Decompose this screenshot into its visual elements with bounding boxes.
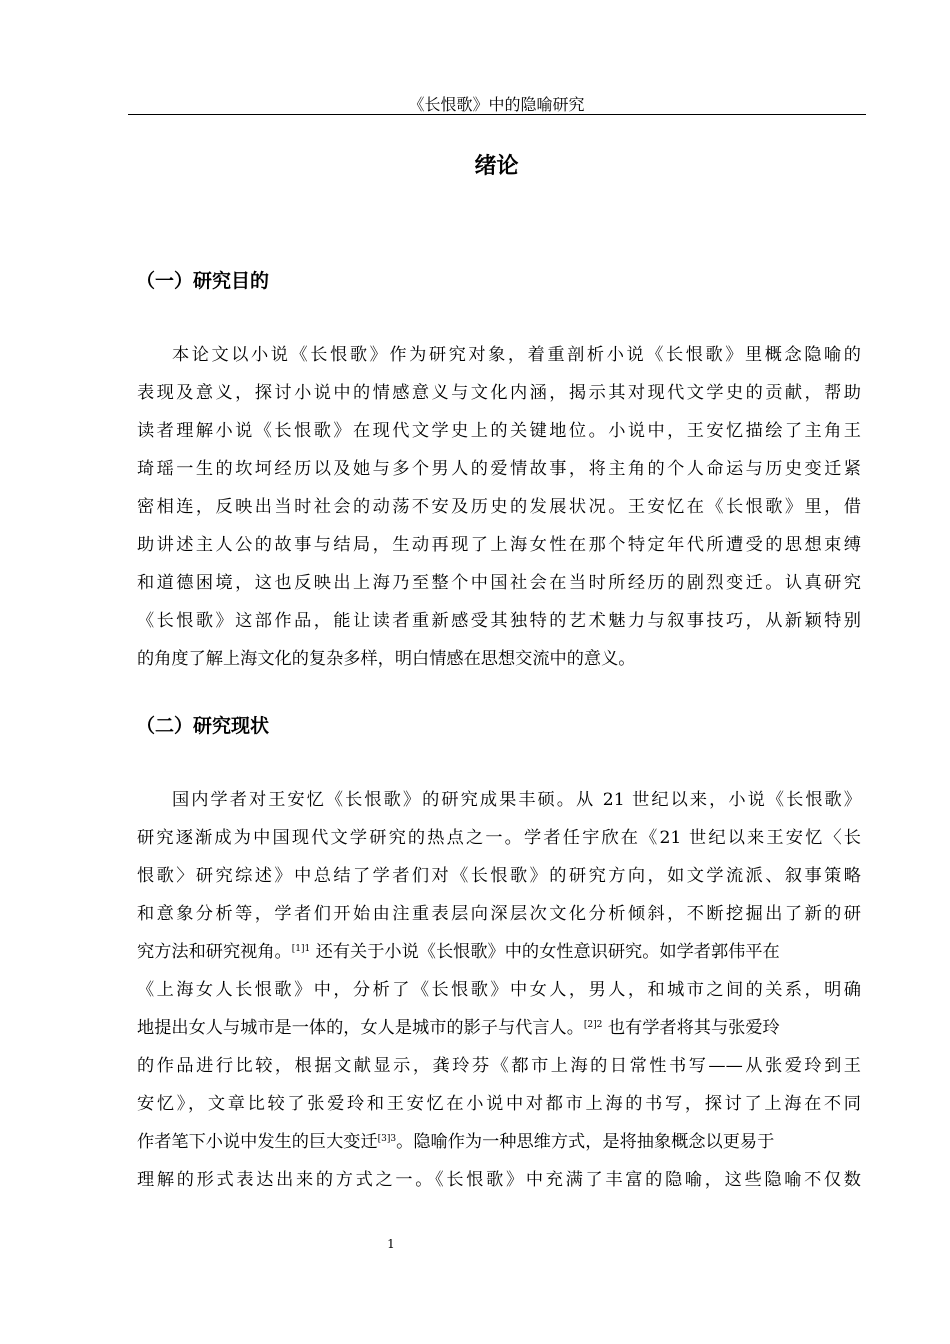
citation-marker: [3]3: [377, 1134, 397, 1144]
paragraph-line: 恨歌〉研究综述》中总结了学者们对《长恨歌》的研究方向，如文学流派、叙事策略: [137, 866, 861, 886]
line-text: 还有关于小说《长恨歌》中的女性意识研究。如学者郭伟平在: [315, 942, 780, 962]
paragraph-line: [137, 1013, 861, 1043]
paragraph-line: 安忆》，文章比较了张爱玲和王安忆在小说中对都市上海的书写，探讨了上海在不同: [137, 1094, 861, 1114]
paragraph-line: [137, 937, 861, 967]
line-text: 也有学者将其与张爱玲: [607, 1018, 780, 1038]
line-text: 作者笔下小说中发生的巨大变迁: [137, 1132, 378, 1152]
paragraph-line: 国内学者对王安忆《长恨歌》的研究成果丰硕。从 21 世纪以来，小说《长恨歌》: [172, 790, 861, 810]
paragraph-line: 琦瑶一生的坎坷经历以及她与多个男人的爱情故事，将主角的个人命运与历史变迁紧: [137, 459, 861, 479]
section-heading-status: （二）研究现状: [136, 715, 270, 737]
paragraph-line: 理解的形式表达出来的方式之一。《长恨歌》中充满了丰富的隐喻，这些隐喻不仅数: [137, 1170, 861, 1190]
paragraph-line: 《上海女人长恨歌》中，分析了《长恨歌》中女人，男人，和城市之间的关系，明确: [137, 980, 861, 1000]
paragraph-line: 本论文以小说《长恨歌》作为研究对象，着重剖析小说《长恨歌》里概念隐喻的: [172, 345, 861, 365]
running-header: 《长恨歌》中的隐喻研究: [408, 95, 585, 114]
line-text: 。隐喻作为一种思维方式，是将抽象概念以更易于: [396, 1132, 775, 1152]
paragraph-line: 和道德困境，这也反映出上海乃至整个中国社会在当时所经历的剧烈变迁。认真研究: [137, 573, 861, 593]
paragraph-line: [137, 1127, 861, 1157]
page-number: 1: [387, 1237, 395, 1251]
paragraph-line: 助讲述主人公的故事与结局，生动再现了上海女性在那个特定年代所遭受的思想束缚: [137, 535, 861, 555]
paragraph-line: 的角度了解上海文化的复杂多样，明白情感在思想交流中的意义。: [137, 649, 636, 669]
citation-marker: [1]1: [291, 944, 311, 954]
citation-marker: [2]2: [583, 1020, 603, 1030]
header-divider: [128, 114, 866, 115]
paragraph-line: 密相连，反映出当时社会的动荡不安及历史的发展状况。王安忆在《长恨歌》里，借: [137, 497, 861, 517]
paragraph-line: 表现及意义，探讨小说中的情感意义与文化内涵，揭示其对现代文学史的贡献，帮助: [137, 383, 861, 403]
section-heading-purpose: （一）研究目的: [136, 270, 270, 292]
paragraph-line: 读者理解小说《长恨歌》在现代文学史上的关键地位。小说中，王安忆描绘了主角王: [137, 421, 861, 441]
paragraph-line: 和意象分析等，学者们开始由注重表层向深层次文化分析倾斜，不断挖掘出了新的研: [137, 904, 861, 924]
line-text: 究方法和研究视角。: [137, 942, 292, 962]
chapter-title: 绪论: [474, 154, 519, 179]
paragraph-line: 研究逐渐成为中国现代文学研究的热点之一。学者任宇欣在《21 世纪以来王安忆〈长: [137, 828, 861, 848]
paragraph-line: 《长恨歌》这部作品，能让读者重新感受其独特的艺术魅力与叙事技巧，从新颖特别: [137, 611, 861, 631]
paragraph-line: 的作品进行比较，根据文献显示，龚玲芬《都市上海的日常性书写——从张爱玲到王: [137, 1056, 861, 1076]
line-text: 地提出女人与城市是一体的，女人是城市的影子与代言人。: [137, 1018, 584, 1038]
